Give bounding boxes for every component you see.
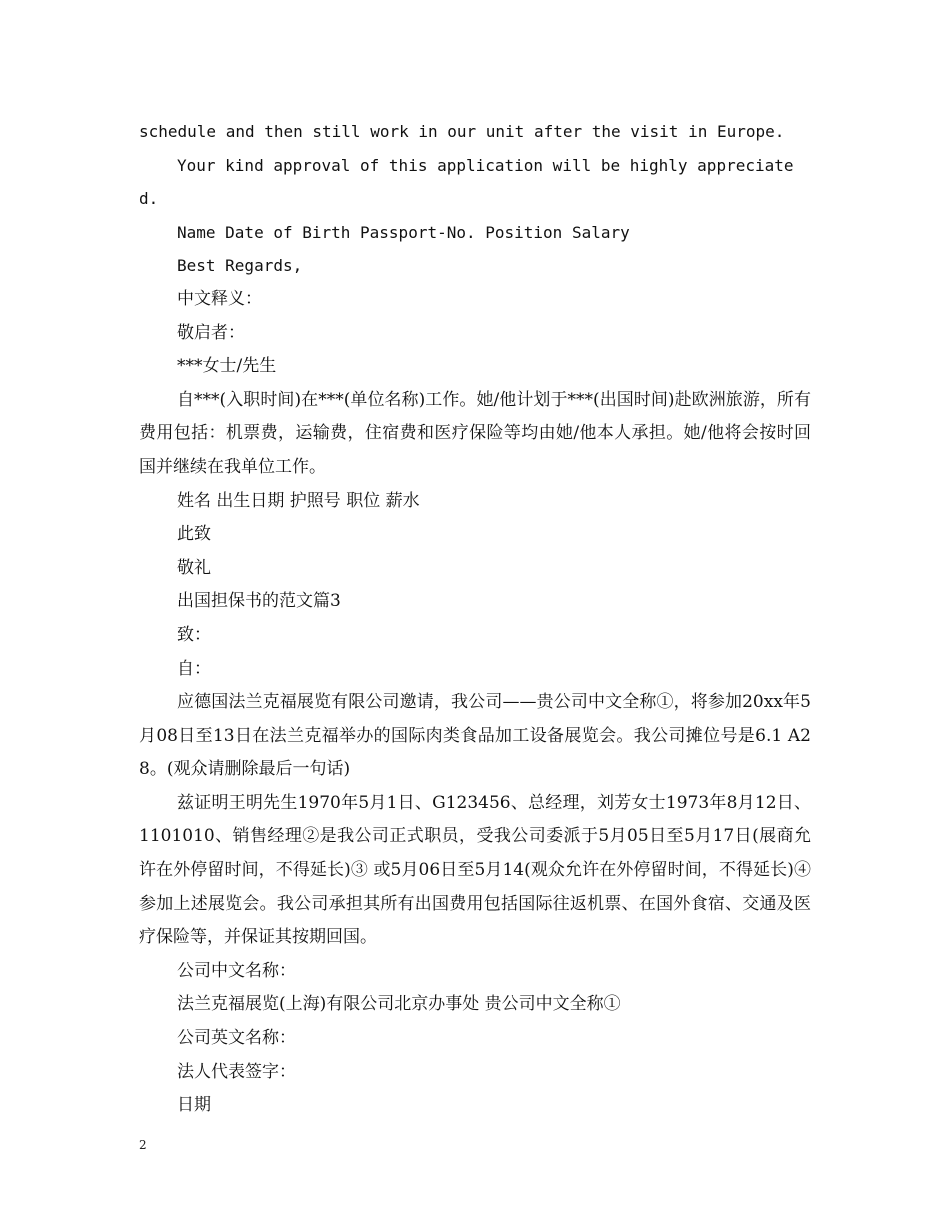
body-paragraph: 兹证明王明先生1970年5月1日、G123456、总经理，刘芳女士1973年8月12日、1101010、销售经理②是我公司正式职员，受我公司委派于5月05日至5月17日(展商允许在外停留时间，不得延长)③ 或5月06日至5月14(观众允许在外停留时间，不得延长)④ 参加上述展览会。我公司承担其所有出国费用包括国际往返机票、在国外食宿、交通及医疗保险等，并保证其按期回国。	[139, 792, 811, 948]
salutation: 敬启者：	[177, 322, 245, 343]
to-field: 致：	[177, 624, 211, 645]
company-cn-name-label: 公司中文名称：	[177, 960, 296, 981]
addressee: ***女士/先生	[177, 356, 277, 377]
closing: 敬礼	[177, 557, 211, 578]
letter-line-en: schedule and then still work in our unit after the visit in Europe.	[139, 122, 785, 141]
page-number: 2	[139, 1138, 147, 1152]
document-body	[139, 115, 811, 1123]
section-title: 出国担保书的范文篇3	[177, 591, 341, 612]
closing: 此致	[177, 524, 211, 545]
date-label: 日期	[177, 1095, 211, 1116]
section-heading: 中文释义：	[177, 288, 262, 309]
body-paragraph: 自***(入职时间)在***(单位名称)工作。她/他计划于***(出国时间)赴欧洲旅游，所有费用包括：机票费，运输费，住宿费和医疗保险等均由她/他本人承担。她/他将会按时回国并继续在我单位工作。	[139, 389, 811, 477]
from-field: 自：	[177, 658, 211, 679]
letter-line-en: Name Date of Birth Passport-No. Position Salary	[177, 222, 630, 242]
company-en-name-label: 公司英文名称：	[177, 1028, 296, 1049]
letter-line-en: Best Regards,	[177, 256, 303, 276]
body-paragraph: 应德国法兰克福展览有限公司邀请，我公司——贵公司中文全称①，将参加20xx年5月08日至13日在法兰克福举办的国际肉类食品加工设备展览会。我公司摊位号是6.1 A28。(观众请删除最后一句话)	[139, 692, 811, 780]
company-cn-name-value: 法兰克福展览(上海)有限公司北京办事处 贵公司中文全称①	[177, 994, 621, 1015]
letter-line-en: Your kind approval of this application will be highly appreciated.	[139, 155, 794, 209]
legal-rep-signature-label: 法人代表签字：	[177, 1061, 296, 1082]
info-fields: 姓名 出生日期 护照号 职位 薪水	[177, 490, 420, 511]
